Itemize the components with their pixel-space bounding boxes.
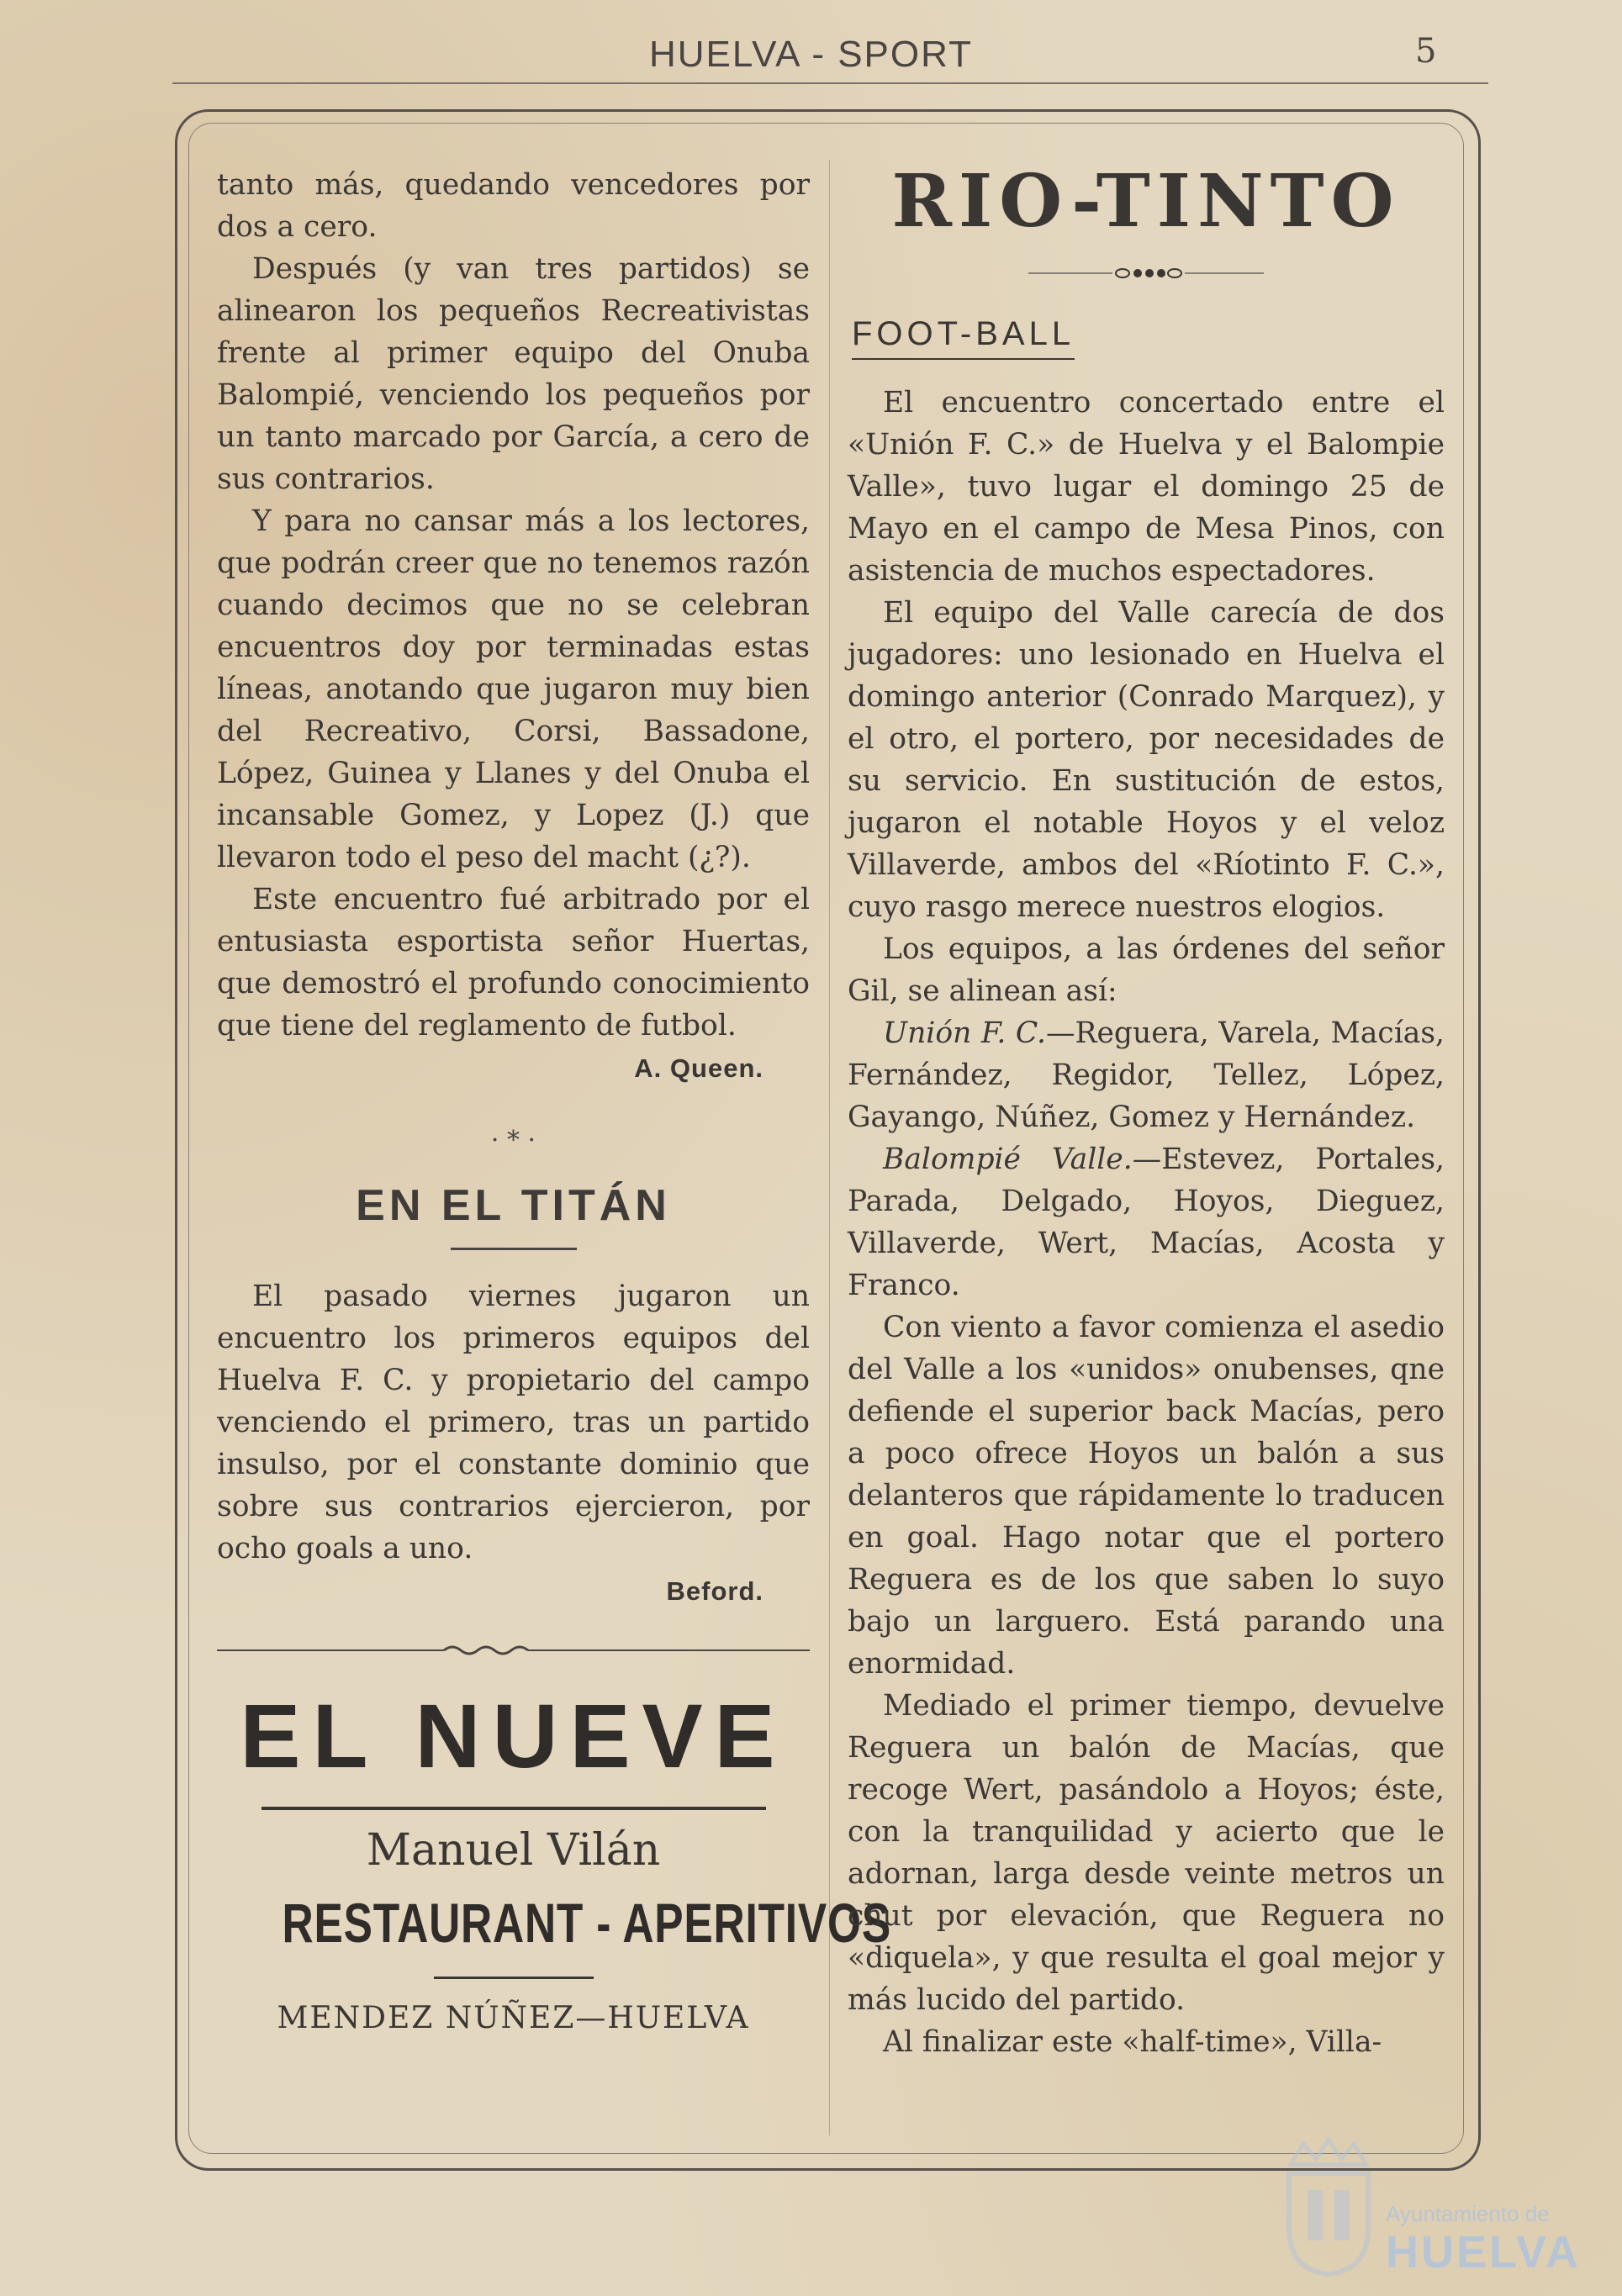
left-paragraph-2: Después (y van tres partidos) se alinearon los pequeños Recreativistas frente al primer equipo del Onuba Balompié, venciendo los pequeños por un tanto marcado por García, a cero de sus contrarios. xyxy=(217,252,810,496)
left-paragraph-4: Este encuentro fué arbitrado por el entusiasta esportista señor Huertas, que demostró el profundo conocimiento que tiene del reglamento de futbol. xyxy=(217,883,810,1042)
left-column xyxy=(217,164,891,2035)
right-paragraph-4: Con viento a favor comienza el asedio del Valle a los «unidos» onubenses, qne defiende el superior back Macías, pero a poco ofrece Hoyos un balón a sus delanteros que rápidamente lo traducen en goal. Hago notar que el portero Reguera es de los que saben lo suyo bajo un larguero. Está parando una enormidad. xyxy=(848,1311,1445,1681)
lineup-union-players: —Reguera, Varela, Macías, Fernández, Regidor, Tellez, López, Gayango, Núñez, Gomez y Hernández. xyxy=(848,1016,1445,1134)
left-paragraph-3: Y para no cansar más a los lectores, que podrán creer que no tenemos razón cuando decimos que no se celebran encuentros doy por terminadas estas líneas, anotando que jugaron muy bien del Recreativo, Corsi, Bassadone, López, Guinea y Llanes y del Onuba el incansable Gomez, y Lopez (J.) que llevaron todo el peso del macht (¿?). xyxy=(217,504,810,874)
signature-queen: A. Queen. xyxy=(634,1053,763,1083)
ad-service: RESTAURANT - APERITIVOS xyxy=(282,1892,891,1954)
column-divider xyxy=(829,160,830,2135)
watermark-name: HUELVA xyxy=(1386,2227,1581,2278)
page-number: 5 xyxy=(1415,32,1437,71)
rio-ornament xyxy=(848,265,1445,282)
right-column xyxy=(848,156,1445,2063)
lineup-valle xyxy=(848,1138,1445,1306)
ad-ornament-divider xyxy=(217,1640,810,1660)
titan-paragraph: El pasado viernes jugaron un encuentro los primeros equipos del Huelva F. C. y propietario del campo venciendo el primero, tras un partido insulso, por el constante dominio que sobre sus contrarios ejercieron, por ocho goals a uno. xyxy=(217,1280,810,1565)
ad-owner: Manuel Vilán xyxy=(366,1825,661,1876)
signature-beford: Beford. xyxy=(666,1576,763,1606)
right-paragraph-5: Mediado el primer tiempo, devuelve Reguera un balón de Macías, que recoge Wert, pasándolo a Hoyos; éste, con la tranquilidad y acierto que le adornan, larga desde veinte metros un chut por elevación, que Reguera no «diquela», y que resulta el goal mejor y más lucido del partido. xyxy=(848,1689,1445,2017)
ad-address: MENDEZ NÚÑEZ—HUELVA xyxy=(277,2001,750,2035)
watermark-label: Ayuntamiento de xyxy=(1386,2201,1550,2226)
lineup-valle-team: Balompié Valle. xyxy=(883,1143,1133,1176)
header-title: HUELVA - SPORT xyxy=(649,34,973,75)
right-paragraph-3: Los equipos, a las órdenes del señor Gil, se alinean así: xyxy=(848,932,1445,1008)
ad-rule xyxy=(262,1807,766,1810)
titan-rule xyxy=(451,1248,577,1250)
right-text xyxy=(848,382,1445,2063)
ad-title: EL NUEVE xyxy=(240,1685,787,1787)
right-paragraph-6: Al finalizar este «half-time», Villa- xyxy=(883,2025,1382,2059)
advertisement xyxy=(217,1685,891,2035)
football-section-title: FOOT-BALL xyxy=(852,315,1075,360)
lineup-union xyxy=(848,1012,1445,1138)
header-rule xyxy=(172,82,1488,84)
left-paragraph-1: tanto más, quedando vencedores por dos a cero. xyxy=(217,168,810,244)
separator-mark: · * · xyxy=(490,1126,536,1155)
right-paragraph-1: El encuentro concertado entre el «Unión F. C.» de Huelva y el Balompie Valle», tuvo lugar el domingo 25 de Mayo en el campo de Mesa Pinos, con asistencia de muchos espectadores. xyxy=(848,386,1445,588)
right-paragraph-2: El equipo del Valle carecía de dos jugadores: uno lesionado en Huelva el domingo anterior (Conrado Marquez), y el otro, el portero, por necesidades de su servicio. En sustitución de estos, jugaron el notable Hoyos y el veloz Villaverde, ambos del «Ríotinto F. C.», cuyo rasgo merece nuestros elogios. xyxy=(848,596,1445,924)
titan-section-title: EN EL TITÁN xyxy=(356,1181,671,1230)
ad-rule-short xyxy=(434,1977,594,1979)
lineup-valle-players: —Estevez, Portales, Parada, Delgado, Hoyos, Dieguez, Villaverde, Wert, Macías, Acosta y Franco. xyxy=(848,1143,1445,1302)
lineup-union-team: Unión F. C. xyxy=(883,1016,1047,1050)
rio-tinto-title: RIO-TINTO xyxy=(891,159,1401,244)
